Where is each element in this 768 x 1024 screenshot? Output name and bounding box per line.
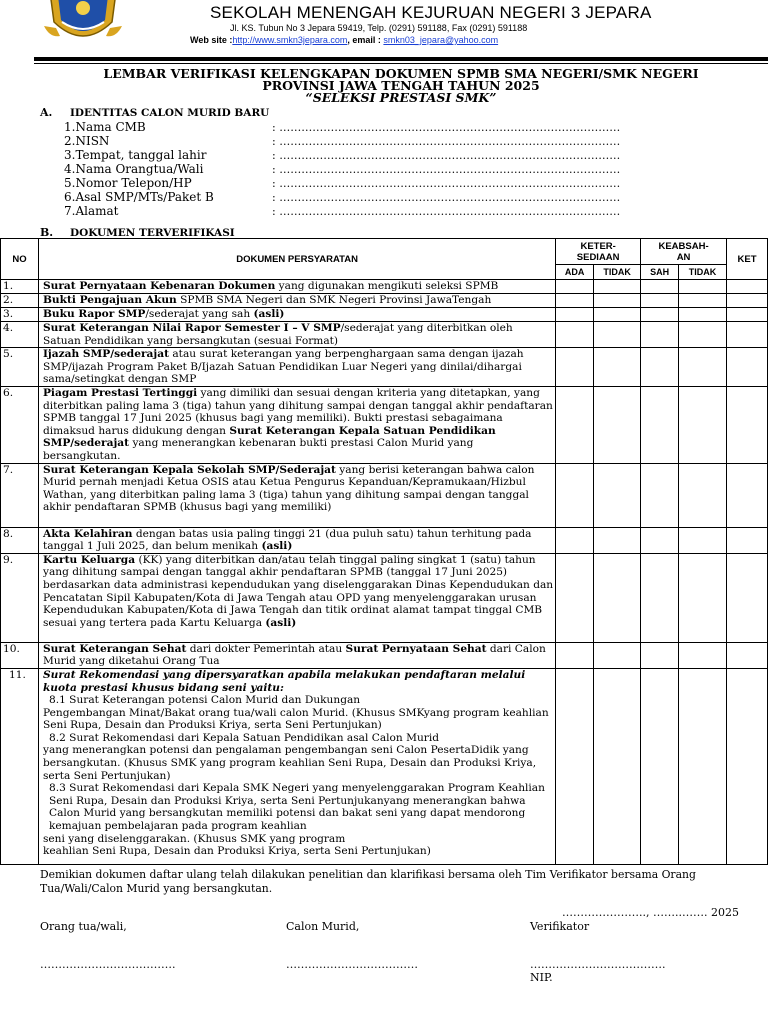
- check-tidak-ada[interactable]: [594, 280, 641, 294]
- verifier-nip: NIP.: [530, 971, 553, 984]
- row-number: 8.: [1, 527, 39, 553]
- field-blank-asal-sekolah[interactable]: : …………………………………………………………………………………: [272, 191, 621, 204]
- row11-item: Pengembangan Minat/Bakat orang tua/wali calon Murid. (Khusus SMKyang program keahlian Seni Rupa, Desain dan Produksi Kriya, serta Seni Pertunjukan): [42, 706, 549, 732]
- document-name: Surat Keterangan Kepala Satuan Pendidikan SMP/sederajat: [42, 424, 496, 450]
- check-sah[interactable]: [641, 308, 679, 322]
- field-blank-telepon[interactable]: : …………………………………………………………………………………: [272, 177, 621, 190]
- keterangan-cell[interactable]: [727, 668, 768, 864]
- document-checklist-table: [0, 238, 768, 865]
- row-document: [38, 280, 555, 294]
- document-name: (asli): [261, 540, 293, 553]
- document-text: yang dimiliki dan sesuai dengan kriteria yang ditetapkan, yang diterbitkan paling lama 3 (tiga) tahun yang dihitung sampai dengan tanggal akhir pendaftaran SPMB tanggal 17 Juni 2025 (khusus bagi yang memiliki). Bukti prestasi sebagaimana dimaksud harus didukung dengan: [42, 386, 553, 437]
- row-document: [38, 553, 555, 642]
- check-ada[interactable]: [556, 322, 594, 348]
- document-text: dari Calon Murid yang diketahui Orang Tua: [42, 642, 546, 668]
- document-name: Buku Rapor SMP: [42, 308, 146, 320]
- header-rule-thin: [34, 63, 768, 64]
- document-name: Bukti Pengajuan Akun: [42, 294, 177, 306]
- check-tidak-sah[interactable]: [679, 294, 727, 308]
- school-contacts: [190, 35, 498, 45]
- section-b-title: DOKUMEN TERVERIFIKASI: [70, 227, 235, 239]
- check-sah[interactable]: [641, 322, 679, 348]
- header-tidak-ada: TIDAK: [594, 265, 641, 280]
- keterangan-cell[interactable]: [727, 348, 768, 387]
- row11-item: 8.3 Surat Rekomendasi dari Kepala SMK Negeri yang menyelenggarakan Program Keahlian Seni Rupa, Desain dan Produksi Kriya, serta Seni Pertunjukanyang menerangkan bahwa Calon Murid yang bersangkutan memiliki potensi dan bakat seni yang dapat mendorong kemajuan pembelajaran pada program keahlian: [48, 782, 545, 833]
- check-ada[interactable]: [556, 294, 594, 308]
- row-document: [38, 463, 555, 527]
- check-tidak-ada[interactable]: [594, 294, 641, 308]
- field-label-ttl: 3.Tempat, tanggal lahir: [64, 148, 207, 162]
- keterangan-cell[interactable]: [727, 463, 768, 527]
- table-row: [1, 386, 768, 463]
- row-number: 4.: [1, 322, 39, 348]
- document-text: dari dokter Pemerintah atau: [186, 642, 346, 655]
- keterangan-cell[interactable]: [727, 527, 768, 553]
- section-a-title: IDENTITAS CALON MURID BARU: [70, 107, 270, 119]
- check-sah[interactable]: [641, 463, 679, 527]
- field-label-alamat: 7.Alamat: [64, 204, 119, 218]
- row11-item: 8.2 Surat Rekomendasi dari Kepala Satuan Pendidikan asal Calon Murid: [48, 731, 439, 744]
- signature-label-student: Calon Murid,: [286, 920, 360, 933]
- row-document: [38, 308, 555, 322]
- check-ada[interactable]: [556, 463, 594, 527]
- check-tidak-sah[interactable]: [679, 280, 727, 294]
- header-dokumen: DOKUMEN PERSYARATAN: [38, 239, 555, 280]
- check-ada[interactable]: [556, 642, 594, 668]
- check-tidak-ada[interactable]: [594, 463, 641, 527]
- form-title-line-3: “SELEKSI PRESTASI SMK”: [305, 90, 497, 105]
- signature-line-parent[interactable]: ……………………………….: [40, 958, 176, 971]
- document-text: yang menerangkan kebenaran bukti prestasi Calon Murid yang bersangkutan.: [42, 437, 474, 462]
- keterangan-cell[interactable]: [727, 294, 768, 308]
- document-name: Surat Pernyataan Kebenaran Dokumen: [42, 280, 276, 292]
- check-tidak-ada[interactable]: [594, 308, 641, 322]
- section-a-letter: A.: [40, 106, 53, 119]
- document-text: yang digunakan mengikuti seleksi SPMB: [275, 280, 499, 292]
- table-row: [1, 527, 768, 553]
- row-number: 3.: [1, 308, 39, 322]
- row-document: [38, 527, 555, 553]
- table-row: [1, 348, 768, 387]
- check-ada[interactable]: [556, 386, 594, 463]
- row-number: 2.: [1, 294, 39, 308]
- field-label-nama-cmb: 1.Nama CMB: [64, 120, 146, 134]
- check-ada[interactable]: [556, 668, 594, 864]
- check-ada[interactable]: [556, 348, 594, 387]
- header-sah: SAH: [641, 265, 679, 280]
- document-name: (asli): [253, 308, 285, 320]
- form-title-line-2: PROVINSI JAWA TENGAH TAHUN 2025: [262, 78, 540, 93]
- field-blank-nama-cmb[interactable]: : …………………………………………………………………………………: [272, 121, 621, 134]
- row-number: 6.: [1, 386, 39, 463]
- school-address: Jl. KS. Tubun No 3 Jepara 59419, Telp. (0291) 591188, Fax (0291) 591188: [230, 23, 528, 33]
- check-tidak-sah[interactable]: [679, 308, 727, 322]
- field-blank-ttl[interactable]: : …………………………………………………………………………………: [272, 149, 621, 162]
- row-number: 9.: [1, 553, 39, 642]
- check-tidak-sah[interactable]: [679, 322, 727, 348]
- keterangan-cell[interactable]: [727, 553, 768, 642]
- check-sah[interactable]: [641, 642, 679, 668]
- website-label: Web site :: [190, 35, 233, 45]
- school-logo: [44, 0, 122, 44]
- check-sah[interactable]: [641, 527, 679, 553]
- table-row: [1, 463, 768, 527]
- row-number: 1.: [1, 280, 39, 294]
- document-rows: [1, 280, 768, 865]
- check-tidak-ada[interactable]: [594, 527, 641, 553]
- row-document: [38, 348, 555, 387]
- check-tidak-ada[interactable]: [594, 322, 641, 348]
- document-text: (KK) yang diterbitkan dan/atau telah tinggal paling singkat 1 (satu) tahun yang dihitung sampai dengan tanggal akhir pendaftaran SPMB (tanggal 17 Juni 2025) berdasarkan data administrasi kependudukan yang diselenggarakan Dinas Kependudukan dan Pencatatan Sipil Kabupaten/Kota di Jawa Tengah atau OPD yang menyelenggarakan urusan Kependudukan Kabupaten/Kota di Jawa Tengah dan titik ordinat alamat tampat tinggal CMB sesuai yang tertera pada Kartu Keluarga: [42, 553, 554, 629]
- field-blank-alamat[interactable]: : …………………………………………………………………………………: [272, 205, 621, 218]
- check-sah[interactable]: [641, 348, 679, 387]
- field-label-asal-sekolah: 6.Asal SMP/MTs/Paket B: [64, 190, 214, 204]
- table-row: [1, 280, 768, 294]
- check-tidak-sah[interactable]: [679, 386, 727, 463]
- check-sah[interactable]: [641, 294, 679, 308]
- row11-item: 8.1 Surat Keterangan potensi Calon Murid dan Dukungan: [48, 694, 361, 707]
- email-link[interactable]: smkn03_jepara@yahoo.com: [383, 35, 499, 45]
- row-document: [38, 386, 555, 463]
- field-blank-orangtua[interactable]: : …………………………………………………………………………………: [272, 163, 621, 176]
- row11-intro: Surat Rekomendasi yang dipersyaratkan apabila melakukan pendaftaran melalui kuota prestasi khusus bidang seni yaitu:: [42, 668, 526, 694]
- check-tidak-sah[interactable]: [679, 642, 727, 668]
- document-name: Piagam Prestasi Tertinggi: [42, 386, 198, 399]
- document-text: /sederajat yang diterbitkan oleh Satuan Pendidikan yang bersangkutan (sesuai Format): [42, 322, 513, 347]
- check-ada[interactable]: [556, 527, 594, 553]
- school-name: SEKOLAH MENENGAH KEJURUAN NEGERI 3 JEPARA: [210, 3, 652, 22]
- document-name: Surat Keterangan Sehat: [42, 642, 187, 655]
- check-ada[interactable]: [556, 553, 594, 642]
- table-row: [1, 642, 768, 668]
- field-label-orangtua: 4.Nama Orangtua/Wali: [64, 162, 204, 176]
- check-ada[interactable]: [556, 280, 594, 294]
- row-number: 7.: [1, 463, 39, 527]
- document-name: Surat Keterangan Kepala Sekolah SMP/Sederajat: [42, 463, 336, 476]
- check-sah[interactable]: [641, 280, 679, 294]
- check-tidak-sah[interactable]: [679, 348, 727, 387]
- document-text: /sederajat yang sah: [145, 308, 254, 320]
- table-row: [1, 553, 768, 642]
- check-sah[interactable]: [641, 668, 679, 864]
- header-tidak-sah: TIDAK: [679, 265, 727, 280]
- row11-item: keahlian Seni Rupa, Desain dan Produksi Kriya, serta Seni Pertunjukan): [42, 845, 431, 858]
- document-name: (asli): [265, 616, 297, 629]
- keterangan-cell[interactable]: [727, 642, 768, 668]
- header-keterangan: KET: [727, 239, 768, 280]
- row-document: [38, 642, 555, 668]
- document-name: Surat Pernyataan Sehat: [345, 642, 487, 655]
- signature-label-parent: Orang tua/wali,: [40, 920, 127, 933]
- row-document: [38, 668, 555, 864]
- row-document: [38, 294, 555, 308]
- row-number: 11.: [1, 668, 39, 864]
- document-text: SPMB SMA Negeri dan SMK Negeri Provinsi JawaTengah: [176, 294, 492, 306]
- check-ada[interactable]: [556, 308, 594, 322]
- document-text: yang berisi keterangan bahwa calon Murid pernah menjadi Ketua OSIS atau Ketua Pengurus Kepanduan/Kepramukaan/Hizbul Wathan, yang diterbitkan paling lama 3 (tiga) tahun yang dihitung sampai dengan tanggal akhir pendaftaran SPMB (khusus bagi yang memiliki): [42, 463, 535, 514]
- signature-line-student[interactable]: ………………………………: [286, 958, 418, 971]
- keterangan-cell[interactable]: [727, 386, 768, 463]
- row-number: 10.: [1, 642, 39, 668]
- header-rule-thick: [34, 57, 768, 61]
- field-blank-nisn[interactable]: : …………………………………………………………………………………: [272, 135, 621, 148]
- keterangan-cell[interactable]: [727, 322, 768, 348]
- row11-item: seni yang diselenggarakan. (Khusus SMK yang program: [42, 832, 346, 845]
- form-title-line-1: LEMBAR VERIFIKASI KELENGKAPAN DOKUMEN SPMB SMA NEGERI/SMK NEGERI: [103, 66, 699, 81]
- field-label-telepon: 5.Nomor Telepon/HP: [64, 176, 192, 190]
- header-ketersediaan: KETER- SEDIAAN: [556, 239, 641, 265]
- email-label: , email :: [347, 35, 384, 45]
- row-document: [38, 322, 555, 348]
- row11-item: yang menerangkan potensi dan pengalaman pengembangan seni Calon PesertaDidik yang bersangkutan. (Khusus SMK yang program keahlian Seni Rupa, Desain dan Produksi Kriya, serta Seni Pertunjukan): [42, 744, 537, 782]
- table-row: [1, 294, 768, 308]
- check-tidak-sah[interactable]: [679, 553, 727, 642]
- table-row-11: [1, 668, 768, 864]
- document-name: Ijazah SMP/sederajat: [42, 348, 169, 361]
- document-name: Kartu Keluarga: [42, 553, 136, 566]
- check-tidak-ada[interactable]: [594, 553, 641, 642]
- signature-label-verifier: Verifikator: [530, 920, 590, 933]
- table-row: [1, 322, 768, 348]
- keterangan-cell[interactable]: [727, 280, 768, 294]
- row-number: 5.: [1, 348, 39, 387]
- website-link[interactable]: http://www.smkn3jepara.com: [232, 35, 348, 45]
- header-ada: ADA: [556, 265, 594, 280]
- check-sah[interactable]: [641, 553, 679, 642]
- document-text: dengan batas usia paling tinggi 21 (dua puluh satu) tahun terhitung pada tanggal 1 Juli 2025, dan belum menikah: [42, 527, 532, 553]
- header-keabsahan: KEABSAH- AN: [641, 239, 727, 265]
- table-row: [1, 308, 768, 322]
- check-sah[interactable]: [641, 386, 679, 463]
- section-b-letter: B.: [40, 226, 54, 239]
- check-tidak-ada[interactable]: [594, 668, 641, 864]
- signature-line-verifier[interactable]: ……………………………….: [530, 958, 666, 971]
- header-no: NO: [1, 239, 39, 280]
- document-name: Surat Keterangan Nilai Rapor Semester I – V SMP: [42, 322, 341, 334]
- closing-statement: Demikian dokumen daftar ulang telah dilakukan penelitian dan klarifikasi bersama oleh Tim Verifikator bersama Orang Tua/Wali/Calon Murid yang bersangkutan.: [40, 868, 696, 895]
- check-tidak-sah[interactable]: [679, 668, 727, 864]
- document-text: atau surat keterangan yang berpenghargaan sama dengan ijazah SMP/ijazah Program Paket B/Ijazah Satuan Pendidikan Luar Negeri yang dinilai/dihargai sama/setingkat dengan SMP: [42, 348, 524, 386]
- check-tidak-sah[interactable]: [679, 463, 727, 527]
- check-tidak-sah[interactable]: [679, 527, 727, 553]
- field-label-nisn: 2.NISN: [64, 134, 110, 148]
- date-line[interactable]: ………………….., ……..……. 2025: [562, 906, 739, 919]
- keterangan-cell[interactable]: [727, 308, 768, 322]
- check-tidak-ada[interactable]: [594, 386, 641, 463]
- check-tidak-ada[interactable]: [594, 348, 641, 387]
- document-name: Akta Kelahiran: [42, 527, 133, 540]
- check-tidak-ada[interactable]: [594, 642, 641, 668]
